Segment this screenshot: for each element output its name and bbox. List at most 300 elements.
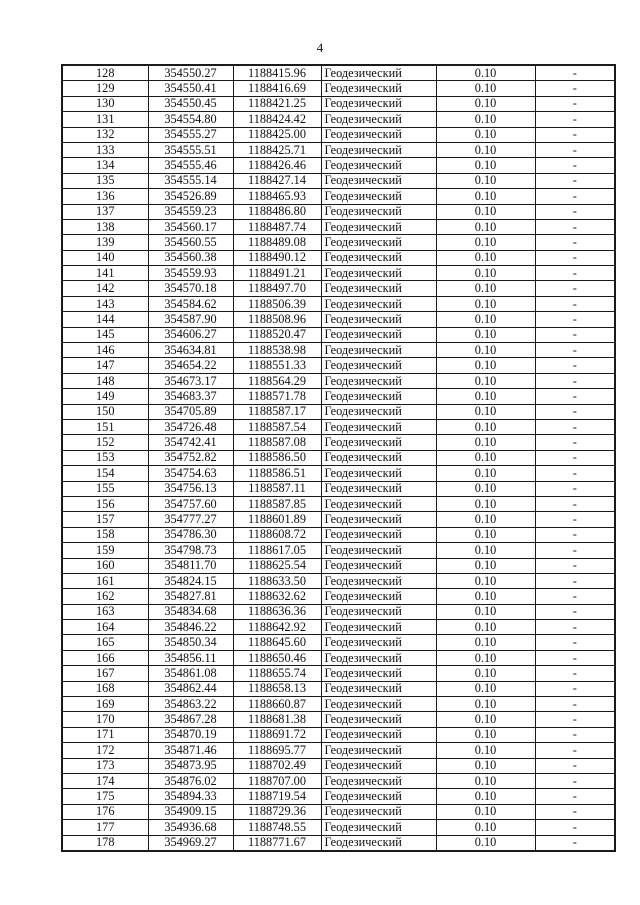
table-row: [62, 327, 615, 342]
table-row: [62, 96, 615, 111]
method-cell: Геодезический: [321, 743, 436, 758]
note-cell: -: [535, 142, 615, 157]
precision-cell: 0.10: [436, 189, 535, 204]
point-number-cell: 145: [62, 327, 148, 342]
method-cell: Геодезический: [321, 681, 436, 696]
note-cell: -: [535, 543, 615, 558]
y-coordinate-cell: 1188748.55: [233, 820, 321, 835]
y-coordinate-cell: 1188465.93: [233, 189, 321, 204]
coordinates-table: [61, 64, 616, 852]
note-cell: -: [535, 650, 615, 665]
x-coordinate-cell: 354555.51: [148, 142, 233, 157]
table-row: [62, 697, 615, 712]
method-cell: Геодезический: [321, 789, 436, 804]
precision-cell: 0.10: [436, 835, 535, 851]
precision-cell: 0.10: [436, 112, 535, 127]
note-cell: -: [535, 450, 615, 465]
note-cell: -: [535, 481, 615, 496]
precision-cell: 0.10: [436, 389, 535, 404]
note-cell: -: [535, 804, 615, 819]
x-coordinate-cell: 354634.81: [148, 343, 233, 358]
precision-cell: 0.10: [436, 327, 535, 342]
table-row: [62, 681, 615, 696]
note-cell: -: [535, 573, 615, 588]
precision-cell: 0.10: [436, 666, 535, 681]
point-number-cell: 176: [62, 804, 148, 819]
x-coordinate-cell: 354560.17: [148, 219, 233, 234]
point-number-cell: 136: [62, 189, 148, 204]
method-cell: Геодезический: [321, 527, 436, 542]
table-row: [62, 481, 615, 496]
y-coordinate-cell: 1188490.12: [233, 250, 321, 265]
note-cell: -: [535, 373, 615, 388]
table-row: [62, 173, 615, 188]
method-cell: Геодезический: [321, 96, 436, 111]
point-number-cell: 166: [62, 650, 148, 665]
precision-cell: 0.10: [436, 697, 535, 712]
table-row: [62, 65, 615, 81]
x-coordinate-cell: 354873.95: [148, 758, 233, 773]
note-cell: -: [535, 343, 615, 358]
note-cell: -: [535, 466, 615, 481]
method-cell: Геодезический: [321, 65, 436, 81]
x-coordinate-cell: 354673.17: [148, 373, 233, 388]
x-coordinate-cell: 354757.60: [148, 496, 233, 511]
table-row: [62, 189, 615, 204]
table-row: [62, 81, 615, 96]
point-number-cell: 149: [62, 389, 148, 404]
precision-cell: 0.10: [436, 773, 535, 788]
note-cell: -: [535, 204, 615, 219]
table-row: [62, 404, 615, 419]
y-coordinate-cell: 1188491.21: [233, 266, 321, 281]
y-coordinate-cell: 1188416.69: [233, 81, 321, 96]
method-cell: Геодезический: [321, 450, 436, 465]
x-coordinate-cell: 354526.89: [148, 189, 233, 204]
x-coordinate-cell: 354554.80: [148, 112, 233, 127]
point-number-cell: 128: [62, 65, 148, 81]
note-cell: -: [535, 512, 615, 527]
y-coordinate-cell: 1188691.72: [233, 727, 321, 742]
x-coordinate-cell: 354777.27: [148, 512, 233, 527]
x-coordinate-cell: 354867.28: [148, 712, 233, 727]
y-coordinate-cell: 1188632.62: [233, 589, 321, 604]
note-cell: -: [535, 727, 615, 742]
note-cell: -: [535, 389, 615, 404]
y-coordinate-cell: 1188564.29: [233, 373, 321, 388]
table-row: [62, 727, 615, 742]
precision-cell: 0.10: [436, 635, 535, 650]
point-number-cell: 154: [62, 466, 148, 481]
method-cell: Геодезический: [321, 543, 436, 558]
point-number-cell: 138: [62, 219, 148, 234]
y-coordinate-cell: 1188487.74: [233, 219, 321, 234]
point-number-cell: 140: [62, 250, 148, 265]
x-coordinate-cell: 354871.46: [148, 743, 233, 758]
precision-cell: 0.10: [436, 496, 535, 511]
point-number-cell: 150: [62, 404, 148, 419]
y-coordinate-cell: 1188586.51: [233, 466, 321, 481]
y-coordinate-cell: 1188771.67: [233, 835, 321, 851]
method-cell: Геодезический: [321, 419, 436, 434]
x-coordinate-cell: 354570.18: [148, 281, 233, 296]
method-cell: Геодезический: [321, 142, 436, 157]
x-coordinate-cell: 354862.44: [148, 681, 233, 696]
table-row: [62, 358, 615, 373]
point-number-cell: 163: [62, 604, 148, 619]
y-coordinate-cell: 1188426.46: [233, 158, 321, 173]
precision-cell: 0.10: [436, 650, 535, 665]
method-cell: Геодезический: [321, 404, 436, 419]
point-number-cell: 142: [62, 281, 148, 296]
method-cell: Геодезический: [321, 204, 436, 219]
note-cell: -: [535, 127, 615, 142]
x-coordinate-cell: 354560.38: [148, 250, 233, 265]
y-coordinate-cell: 1188645.60: [233, 635, 321, 650]
table-row: [62, 789, 615, 804]
note-cell: -: [535, 820, 615, 835]
point-number-cell: 143: [62, 296, 148, 311]
method-cell: Геодезический: [321, 712, 436, 727]
y-coordinate-cell: 1188497.70: [233, 281, 321, 296]
precision-cell: 0.10: [436, 758, 535, 773]
table-row: [62, 419, 615, 434]
method-cell: Геодезический: [321, 358, 436, 373]
precision-cell: 0.10: [436, 512, 535, 527]
method-cell: Геодезический: [321, 481, 436, 496]
y-coordinate-cell: 1188587.08: [233, 435, 321, 450]
precision-cell: 0.10: [436, 96, 535, 111]
method-cell: Геодезический: [321, 81, 436, 96]
point-number-cell: 151: [62, 419, 148, 434]
method-cell: Геодезический: [321, 173, 436, 188]
point-number-cell: 171: [62, 727, 148, 742]
y-coordinate-cell: 1188719.54: [233, 789, 321, 804]
x-coordinate-cell: 354969.27: [148, 835, 233, 851]
point-number-cell: 169: [62, 697, 148, 712]
method-cell: Геодезический: [321, 312, 436, 327]
y-coordinate-cell: 1188425.71: [233, 142, 321, 157]
point-number-cell: 157: [62, 512, 148, 527]
note-cell: -: [535, 96, 615, 111]
method-cell: Геодезический: [321, 296, 436, 311]
note-cell: -: [535, 589, 615, 604]
precision-cell: 0.10: [436, 681, 535, 696]
table-row: [62, 373, 615, 388]
table-row: [62, 435, 615, 450]
table-row: [62, 558, 615, 573]
precision-cell: 0.10: [436, 604, 535, 619]
table-row: [62, 635, 615, 650]
precision-cell: 0.10: [436, 127, 535, 142]
x-coordinate-cell: 354584.62: [148, 296, 233, 311]
table-row: [62, 127, 615, 142]
x-coordinate-cell: 354726.48: [148, 419, 233, 434]
y-coordinate-cell: 1188415.96: [233, 65, 321, 81]
precision-cell: 0.10: [436, 419, 535, 434]
x-coordinate-cell: 354894.33: [148, 789, 233, 804]
precision-cell: 0.10: [436, 558, 535, 573]
y-coordinate-cell: 1188655.74: [233, 666, 321, 681]
note-cell: -: [535, 666, 615, 681]
table-row: [62, 250, 615, 265]
y-coordinate-cell: 1188506.39: [233, 296, 321, 311]
point-number-cell: 137: [62, 204, 148, 219]
point-number-cell: 170: [62, 712, 148, 727]
point-number-cell: 174: [62, 773, 148, 788]
precision-cell: 0.10: [436, 743, 535, 758]
method-cell: Геодезический: [321, 158, 436, 173]
x-coordinate-cell: 354550.45: [148, 96, 233, 111]
table-row: [62, 620, 615, 635]
table-row: [62, 666, 615, 681]
table-row: [62, 450, 615, 465]
x-coordinate-cell: 354909.15: [148, 804, 233, 819]
table-row: [62, 466, 615, 481]
precision-cell: 0.10: [436, 312, 535, 327]
precision-cell: 0.10: [436, 804, 535, 819]
x-coordinate-cell: 354798.73: [148, 543, 233, 558]
note-cell: -: [535, 327, 615, 342]
y-coordinate-cell: 1188617.05: [233, 543, 321, 558]
note-cell: -: [535, 296, 615, 311]
note-cell: -: [535, 681, 615, 696]
page-number: 4: [316, 40, 324, 55]
x-coordinate-cell: 354555.27: [148, 127, 233, 142]
note-cell: -: [535, 758, 615, 773]
note-cell: -: [535, 189, 615, 204]
x-coordinate-cell: 354756.13: [148, 481, 233, 496]
x-coordinate-cell: 354606.27: [148, 327, 233, 342]
y-coordinate-cell: 1188425.00: [233, 127, 321, 142]
table-row: [62, 758, 615, 773]
x-coordinate-cell: 354827.81: [148, 589, 233, 604]
precision-cell: 0.10: [436, 527, 535, 542]
point-number-cell: 134: [62, 158, 148, 173]
y-coordinate-cell: 1188658.13: [233, 681, 321, 696]
note-cell: -: [535, 250, 615, 265]
y-coordinate-cell: 1188625.54: [233, 558, 321, 573]
precision-cell: 0.10: [436, 235, 535, 250]
y-coordinate-cell: 1188633.50: [233, 573, 321, 588]
method-cell: Геодезический: [321, 773, 436, 788]
method-cell: Геодезический: [321, 281, 436, 296]
point-number-cell: 175: [62, 789, 148, 804]
method-cell: Геодезический: [321, 373, 436, 388]
table-row: [62, 527, 615, 542]
precision-cell: 0.10: [436, 435, 535, 450]
method-cell: Геодезический: [321, 635, 436, 650]
precision-cell: 0.10: [436, 142, 535, 157]
y-coordinate-cell: 1188571.78: [233, 389, 321, 404]
x-coordinate-cell: 354846.22: [148, 620, 233, 635]
note-cell: -: [535, 620, 615, 635]
note-cell: -: [535, 712, 615, 727]
precision-cell: 0.10: [436, 65, 535, 81]
table-row: [62, 312, 615, 327]
table-row: [62, 573, 615, 588]
precision-cell: 0.10: [436, 158, 535, 173]
y-coordinate-cell: 1188587.11: [233, 481, 321, 496]
method-cell: Геодезический: [321, 604, 436, 619]
x-coordinate-cell: 354587.90: [148, 312, 233, 327]
note-cell: -: [535, 158, 615, 173]
table-row: [62, 296, 615, 311]
precision-cell: 0.10: [436, 589, 535, 604]
note-cell: -: [535, 404, 615, 419]
point-number-cell: 164: [62, 620, 148, 635]
x-coordinate-cell: 354856.11: [148, 650, 233, 665]
table-row: [62, 112, 615, 127]
x-coordinate-cell: 354824.15: [148, 573, 233, 588]
x-coordinate-cell: 354560.55: [148, 235, 233, 250]
note-cell: -: [535, 527, 615, 542]
x-coordinate-cell: 354742.41: [148, 435, 233, 450]
method-cell: Геодезический: [321, 758, 436, 773]
point-number-cell: 173: [62, 758, 148, 773]
point-number-cell: 162: [62, 589, 148, 604]
note-cell: -: [535, 558, 615, 573]
y-coordinate-cell: 1188681.38: [233, 712, 321, 727]
precision-cell: 0.10: [436, 789, 535, 804]
method-cell: Геодезический: [321, 512, 436, 527]
point-number-cell: 147: [62, 358, 148, 373]
y-coordinate-cell: 1188608.72: [233, 527, 321, 542]
x-coordinate-cell: 354861.08: [148, 666, 233, 681]
coordinates-table-body: [62, 65, 615, 851]
method-cell: Геодезический: [321, 327, 436, 342]
note-cell: -: [535, 835, 615, 851]
method-cell: Геодезический: [321, 697, 436, 712]
y-coordinate-cell: 1188642.92: [233, 620, 321, 635]
note-cell: -: [535, 604, 615, 619]
table-row: [62, 343, 615, 358]
precision-cell: 0.10: [436, 543, 535, 558]
note-cell: -: [535, 112, 615, 127]
point-number-cell: 167: [62, 666, 148, 681]
note-cell: -: [535, 419, 615, 434]
y-coordinate-cell: 1188421.25: [233, 96, 321, 111]
x-coordinate-cell: 354754.63: [148, 466, 233, 481]
method-cell: Геодезический: [321, 189, 436, 204]
note-cell: -: [535, 697, 615, 712]
y-coordinate-cell: 1188587.85: [233, 496, 321, 511]
method-cell: Геодезический: [321, 127, 436, 142]
table-row: [62, 158, 615, 173]
precision-cell: 0.10: [436, 358, 535, 373]
note-cell: -: [535, 743, 615, 758]
method-cell: Геодезический: [321, 389, 436, 404]
table-row: [62, 281, 615, 296]
table-row: [62, 773, 615, 788]
point-number-cell: 144: [62, 312, 148, 327]
note-cell: -: [535, 266, 615, 281]
y-coordinate-cell: 1188520.47: [233, 327, 321, 342]
method-cell: Геодезический: [321, 219, 436, 234]
table-row: [62, 204, 615, 219]
y-coordinate-cell: 1188489.08: [233, 235, 321, 250]
y-coordinate-cell: 1188424.42: [233, 112, 321, 127]
precision-cell: 0.10: [436, 620, 535, 635]
point-number-cell: 165: [62, 635, 148, 650]
y-coordinate-cell: 1188601.89: [233, 512, 321, 527]
point-number-cell: 158: [62, 527, 148, 542]
x-coordinate-cell: 354936.68: [148, 820, 233, 835]
point-number-cell: 156: [62, 496, 148, 511]
y-coordinate-cell: 1188695.77: [233, 743, 321, 758]
method-cell: Геодезический: [321, 589, 436, 604]
y-coordinate-cell: 1188586.50: [233, 450, 321, 465]
method-cell: Геодезический: [321, 620, 436, 635]
precision-cell: 0.10: [436, 820, 535, 835]
method-cell: Геодезический: [321, 650, 436, 665]
precision-cell: 0.10: [436, 204, 535, 219]
point-number-cell: 131: [62, 112, 148, 127]
method-cell: Геодезический: [321, 573, 436, 588]
x-coordinate-cell: 354786.30: [148, 527, 233, 542]
precision-cell: 0.10: [436, 219, 535, 234]
note-cell: -: [535, 773, 615, 788]
point-number-cell: 141: [62, 266, 148, 281]
method-cell: Геодезический: [321, 435, 436, 450]
precision-cell: 0.10: [436, 266, 535, 281]
table-row: [62, 820, 615, 835]
point-number-cell: 160: [62, 558, 148, 573]
precision-cell: 0.10: [436, 173, 535, 188]
note-cell: -: [535, 173, 615, 188]
precision-cell: 0.10: [436, 373, 535, 388]
method-cell: Геодезический: [321, 235, 436, 250]
note-cell: -: [535, 358, 615, 373]
x-coordinate-cell: 354550.27: [148, 65, 233, 81]
point-number-cell: 152: [62, 435, 148, 450]
table-row: [62, 589, 615, 604]
x-coordinate-cell: 354811.70: [148, 558, 233, 573]
table-row: [62, 142, 615, 157]
y-coordinate-cell: 1188551.33: [233, 358, 321, 373]
table-row: [62, 712, 615, 727]
method-cell: Геодезический: [321, 727, 436, 742]
x-coordinate-cell: 354555.46: [148, 158, 233, 173]
x-coordinate-cell: 354555.14: [148, 173, 233, 188]
table-row: [62, 650, 615, 665]
y-coordinate-cell: 1188636.36: [233, 604, 321, 619]
point-number-cell: 146: [62, 343, 148, 358]
y-coordinate-cell: 1188508.96: [233, 312, 321, 327]
precision-cell: 0.10: [436, 81, 535, 96]
note-cell: -: [535, 81, 615, 96]
precision-cell: 0.10: [436, 727, 535, 742]
method-cell: Геодезический: [321, 496, 436, 511]
table-row: [62, 496, 615, 511]
note-cell: -: [535, 281, 615, 296]
point-number-cell: 135: [62, 173, 148, 188]
point-number-cell: 159: [62, 543, 148, 558]
y-coordinate-cell: 1188486.80: [233, 204, 321, 219]
point-number-cell: 161: [62, 573, 148, 588]
point-number-cell: 129: [62, 81, 148, 96]
table-row: [62, 512, 615, 527]
x-coordinate-cell: 354752.82: [148, 450, 233, 465]
x-coordinate-cell: 354559.23: [148, 204, 233, 219]
table-row: [62, 543, 615, 558]
y-coordinate-cell: 1188702.49: [233, 758, 321, 773]
x-coordinate-cell: 354654.22: [148, 358, 233, 373]
precision-cell: 0.10: [436, 573, 535, 588]
y-coordinate-cell: 1188729.36: [233, 804, 321, 819]
y-coordinate-cell: 1188587.54: [233, 419, 321, 434]
point-number-cell: 178: [62, 835, 148, 851]
